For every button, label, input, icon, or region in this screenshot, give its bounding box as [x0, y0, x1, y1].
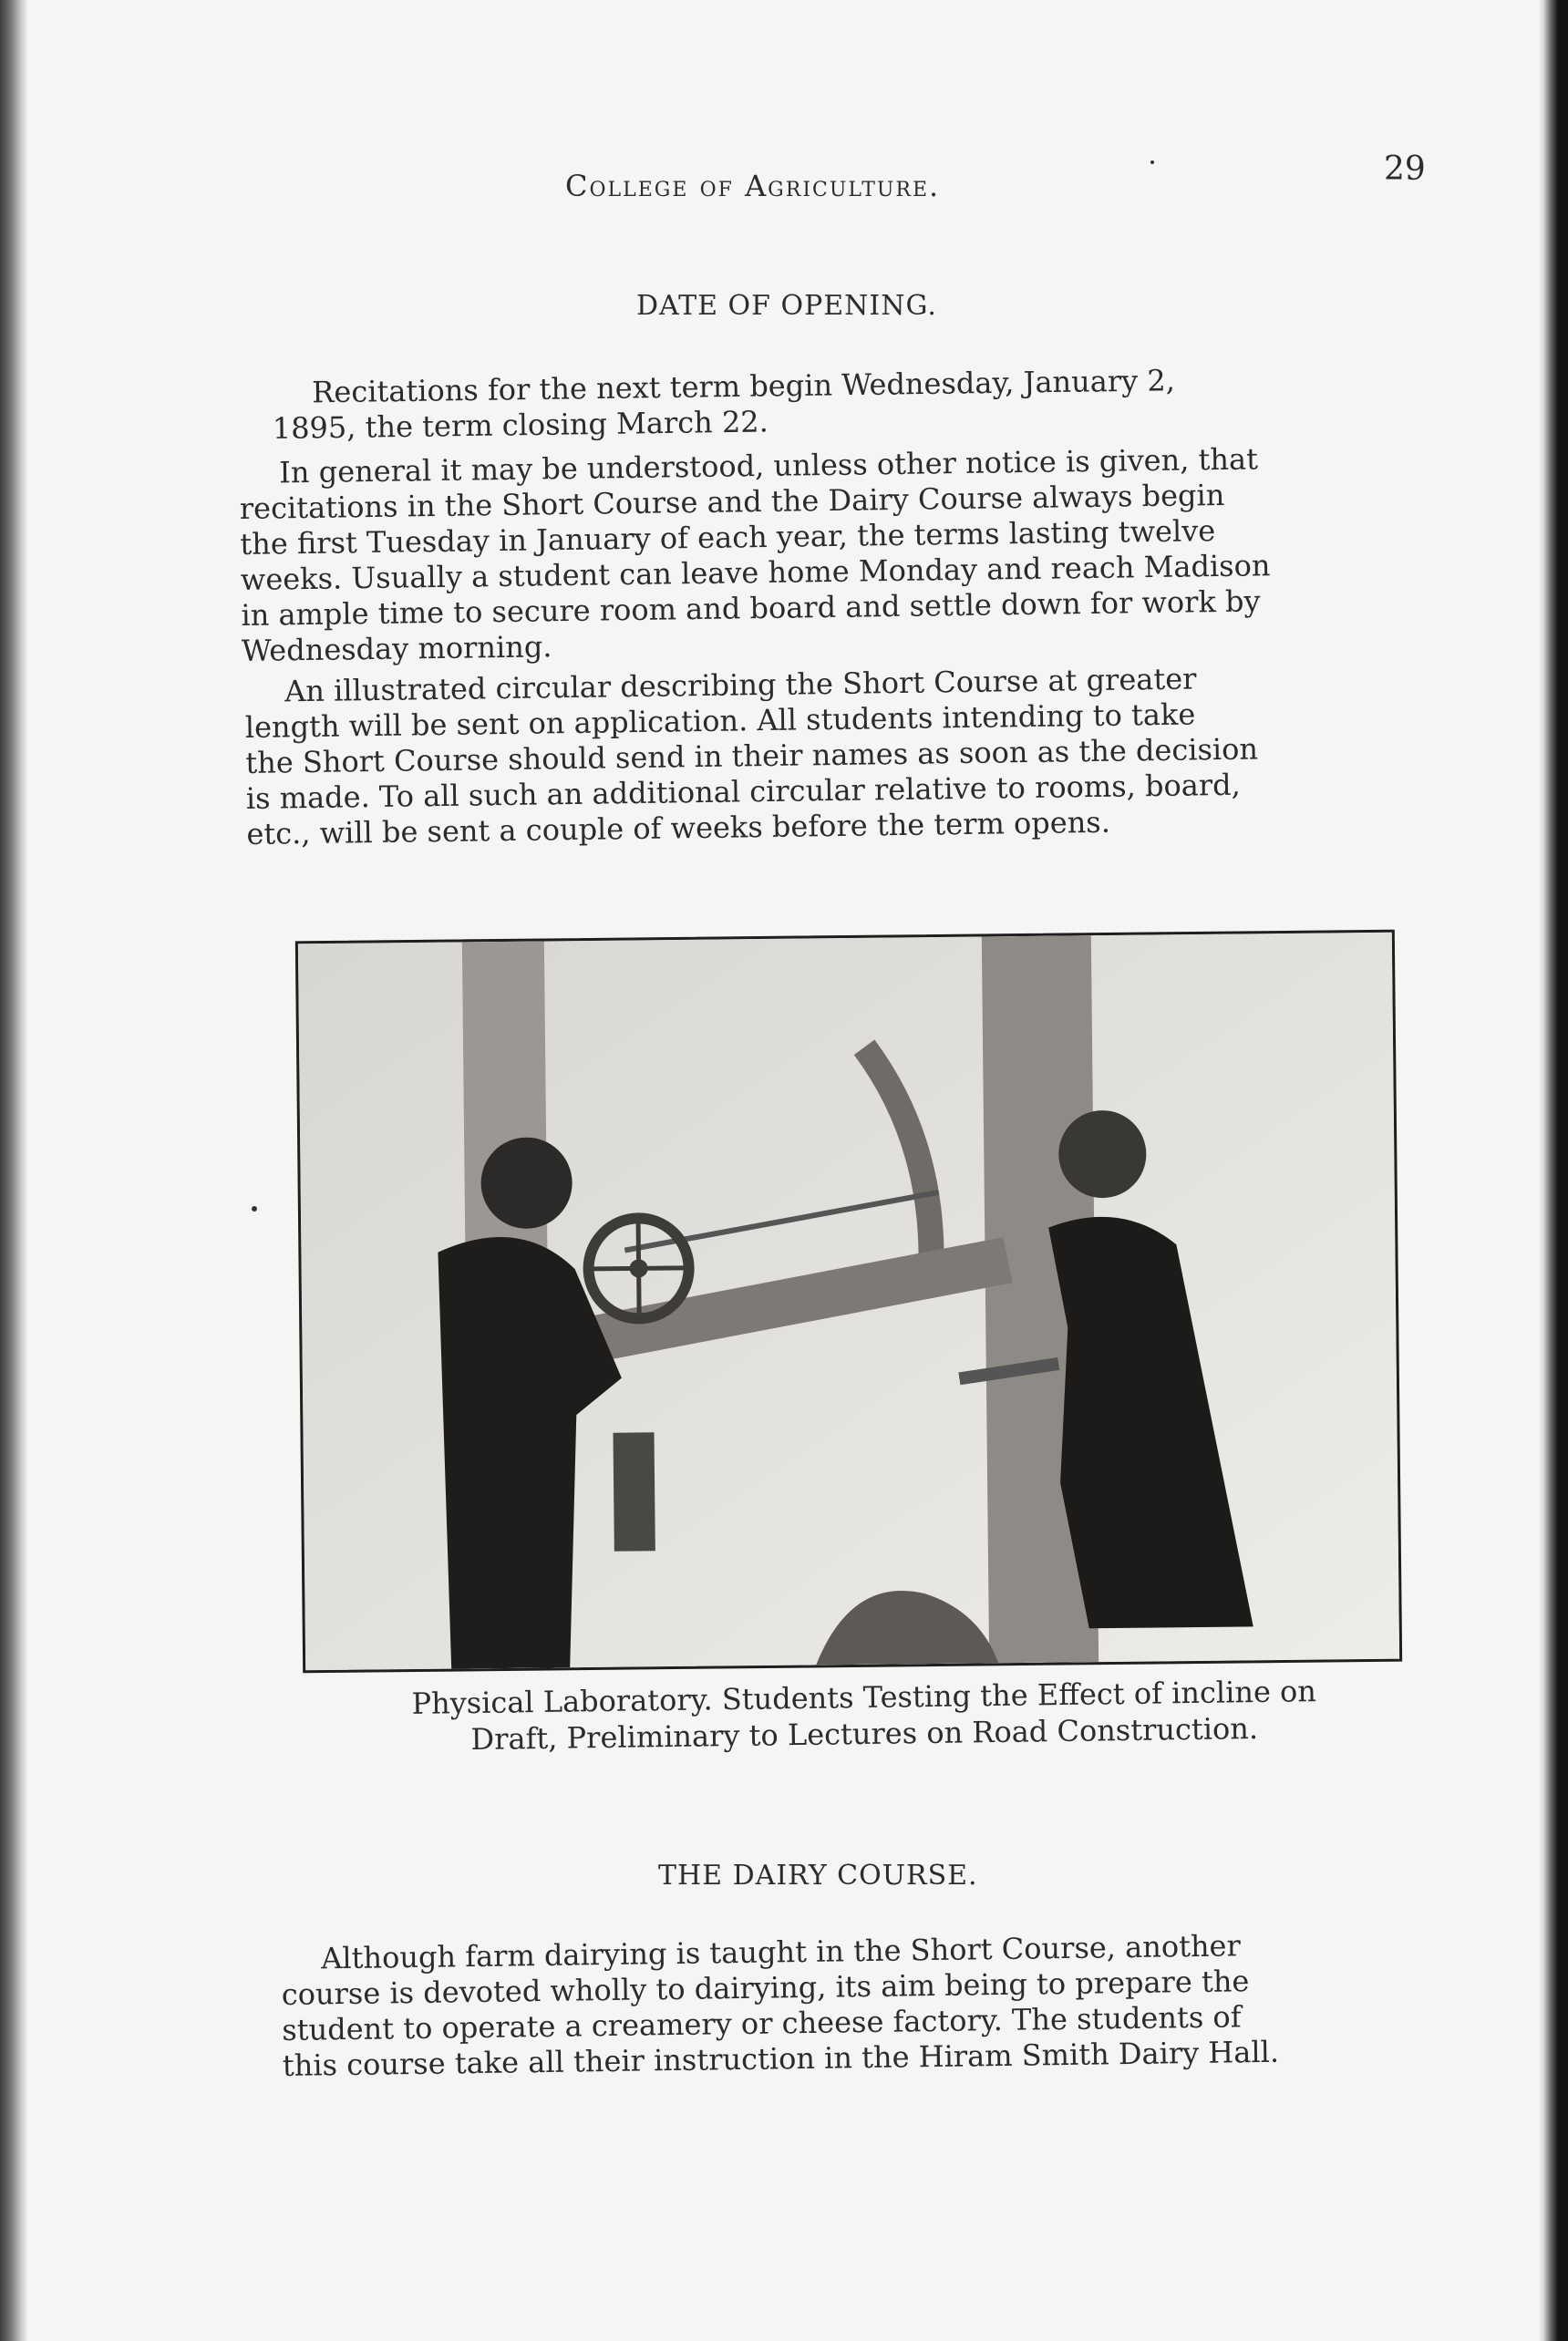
wheel-spoke — [638, 1222, 639, 1314]
running-head: College of Agriculture. — [565, 169, 941, 203]
paragraph-in-general — [239, 439, 1427, 669]
text-line: In general it may be understood, unless other notice is given, that — [278, 441, 1259, 490]
bucket-weight — [613, 1432, 655, 1551]
print-speck — [1150, 160, 1154, 164]
text-line: etc., will be sent a couple of weeks before the term opens. — [246, 804, 1111, 851]
text-line: the Short Course should send in their names as soon as the decision — [245, 731, 1259, 780]
text-line: 1895, the term closing March 22. — [272, 404, 769, 446]
section-heading-dairy-course: THE DAIRY COURSE. — [658, 1860, 978, 1892]
text-line: recitations in the Short Course and the Dairy Course always begin — [239, 477, 1225, 526]
page-number: 29 — [1384, 150, 1426, 188]
book-binding-left — [0, 0, 27, 2341]
text-line: An illustrated circular describing the Short Course at greater — [284, 661, 1197, 709]
text-line: course is devoted wholly to dairying, its aim being to prepare the — [281, 1964, 1250, 2012]
print-speck — [252, 1206, 257, 1212]
photo-illustration — [298, 933, 1399, 1671]
text-line: in ample time to secure room and board and settle down for work by — [241, 583, 1261, 633]
photograph-physical-laboratory — [295, 930, 1402, 1674]
text-line: is made. To all such an additional circular relative to rooms, board, — [245, 767, 1242, 816]
paragraph-dairy-course — [281, 1925, 1459, 2084]
paragraph-illustrated-circular — [244, 658, 1432, 852]
text-line: the first Tuesday in January of each year, the terms lasting twelve — [240, 513, 1216, 562]
section-heading-date-of-opening: DATE OF OPENING. — [636, 290, 937, 322]
text-line: Recitations for the next term begin Wednesday, January 2, — [311, 363, 1176, 410]
book-binding-right — [1539, 0, 1568, 2341]
text-line: Although farm dairying is taught in the Short Course, another — [320, 1928, 1242, 1976]
text-line: Wednesday morning. — [241, 629, 552, 668]
text-line: this course take all their instruction in the Hiram Smith Dairy Hall. — [282, 2034, 1280, 2083]
text-line: length will be sent on application. All students intending to take — [244, 696, 1196, 745]
text-line: weeks. Usually a student can leave home Monday and reach Madison — [240, 548, 1271, 597]
caption-line: Physical Laboratory. Students Testing the Effect of incline on — [411, 1674, 1317, 1721]
figure-caption — [317, 1672, 1412, 1760]
text-line: student to operate a creamery or cheese factory. The students of — [282, 1999, 1242, 2047]
caption-line: Draft, Preliminary to Lectures on Road Construction. — [470, 1710, 1259, 1758]
